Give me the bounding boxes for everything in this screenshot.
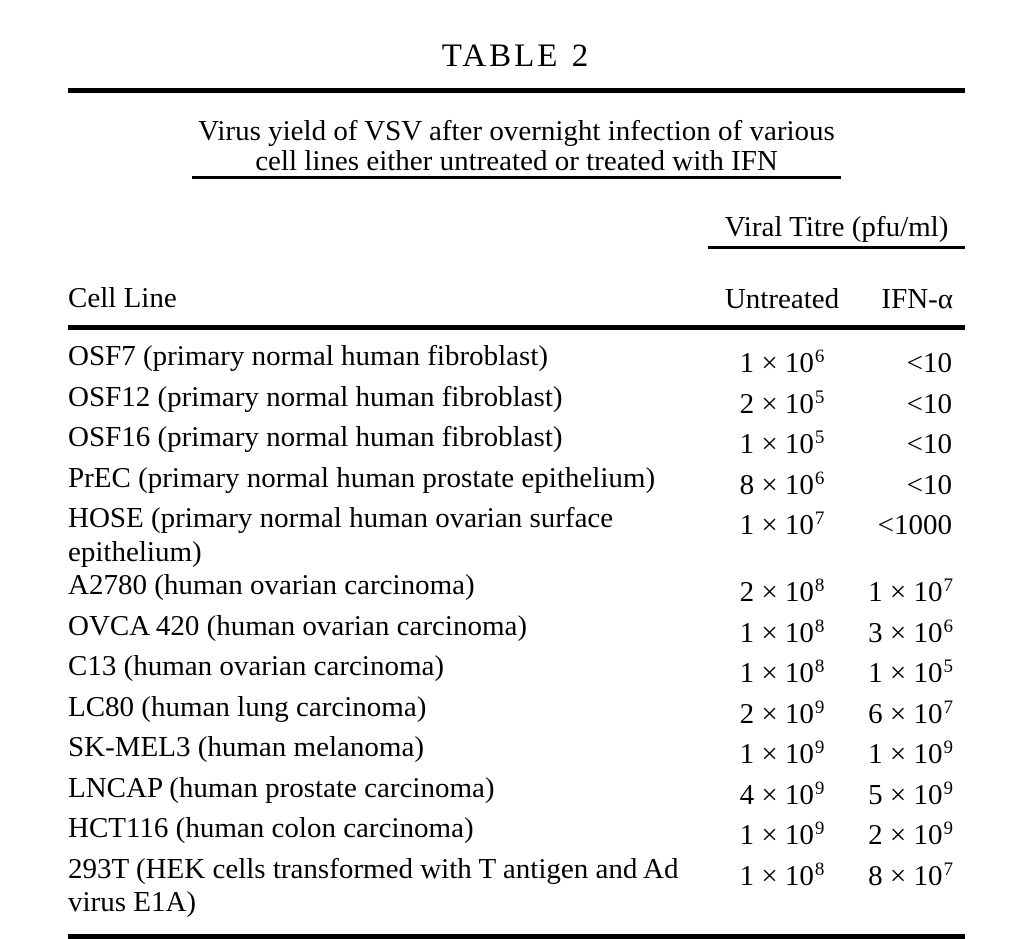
untreated-titre: $1 \times 10^5$ <box>739 427 825 460</box>
table-row <box>68 462 965 503</box>
ifn-titre: <10 <box>906 347 952 379</box>
cell-line-name: OVCA 420 (human ovarian carcinoma) <box>68 609 528 642</box>
table-row <box>68 421 965 462</box>
table-row <box>68 328 965 381</box>
ifn-titre: $3 \times 10^6$ <box>868 615 953 649</box>
untreated-titre: $1 \times 10^9$ <box>739 737 825 770</box>
untreated-titre: $2 \times 10^5$ <box>739 386 825 420</box>
cell-line-name: HOSE (primary normal human ovarian surface epithelium) <box>68 502 614 568</box>
column-header-row <box>68 248 965 328</box>
top-rule <box>68 88 965 93</box>
cell-line-name: A2780 (human ovarian carcinoma) <box>68 569 475 601</box>
table-row <box>68 731 965 772</box>
cell-line-name: 293T (HEK cells transformed with T antigen and Ad virus E1A) <box>68 852 679 918</box>
untreated-titre: $2 \times 10^9$ <box>739 696 825 730</box>
cell-line-name: C13 (human ovarian carcinoma) <box>68 650 445 682</box>
cell-line-name: LC80 (human lung carcinoma) <box>68 690 427 723</box>
ifn-titre: $5 \times 10^9$ <box>868 777 953 811</box>
ifn-titre: $6 \times 10^7$ <box>868 696 953 730</box>
ifn-titre: $1 \times 10^7$ <box>868 575 953 608</box>
group-header-row <box>68 179 965 248</box>
caption-line-2: cell lines either untreated or treated with IFN <box>255 145 778 177</box>
group-header-spacer <box>68 179 708 248</box>
untreated-titre: $8 \times 10^6$ <box>739 467 825 501</box>
cell-line-name: OSF16 (primary normal human fibroblast) <box>68 421 563 453</box>
ifn-titre: <10 <box>906 387 952 420</box>
virus-yield-table <box>68 179 965 939</box>
ifn-titre: $1 \times 10^9$ <box>868 737 953 770</box>
untreated-titre: $1 \times 10^8$ <box>739 615 825 649</box>
ifn-titre: <10 <box>906 428 952 460</box>
cell-line-name: PrEC (primary normal human prostate epithelium) <box>68 461 656 494</box>
table-caption <box>192 116 841 179</box>
table-row <box>68 569 965 610</box>
table-row <box>68 772 965 813</box>
cell-line-name: OSF7 (primary normal human fibroblast) <box>68 340 549 372</box>
cell-line-name: HCT116 (human colon carcinoma) <box>68 812 474 844</box>
ifn-titre: <10 <box>906 468 952 501</box>
ifn-titre: $1 \times 10^5$ <box>868 656 953 689</box>
cell-line-name: OSF12 (primary normal human fibroblast) <box>68 380 563 413</box>
table-figure <box>68 0 965 939</box>
viral-titre-group-header: Viral Titre (pfu/ml) <box>708 179 965 248</box>
table-row <box>68 502 965 569</box>
untreated-titre: $1 \times 10^6$ <box>739 346 825 379</box>
table-body <box>68 328 965 937</box>
ifn-titre: $8 \times 10^7$ <box>868 858 953 892</box>
table-row <box>68 381 965 422</box>
caption-container <box>68 116 965 179</box>
untreated-titre: $1 \times 10^9$ <box>739 818 825 851</box>
untreated-titre: $1 \times 10^7$ <box>739 508 825 541</box>
table-number-title: TABLE 2 <box>441 38 592 74</box>
cell-line-name: SK-MEL3 (human melanoma) <box>68 731 424 763</box>
untreated-titre: $4 \times 10^9$ <box>739 777 825 811</box>
table-row <box>68 650 965 691</box>
untreated-titre: $1 \times 10^8$ <box>739 858 825 892</box>
table-row <box>68 691 965 732</box>
column-header-cell-line: Cell Line <box>68 282 177 315</box>
untreated-titre: $2 \times 10^8$ <box>739 575 825 608</box>
caption-line-1: Virus yield of VSV after overnight infection of various <box>198 115 835 147</box>
table-row <box>68 812 965 853</box>
table-row <box>68 610 965 651</box>
column-header-ifn-alpha: IFN-α <box>881 283 953 315</box>
column-header-untreated: Untreated <box>724 283 840 315</box>
ifn-titre: $2 \times 10^9$ <box>868 818 953 851</box>
untreated-titre: $1 \times 10^8$ <box>739 656 825 689</box>
table-row <box>68 853 965 937</box>
ifn-titre: <1000 <box>877 509 952 541</box>
cell-line-name: LNCAP (human prostate carcinoma) <box>68 771 495 804</box>
